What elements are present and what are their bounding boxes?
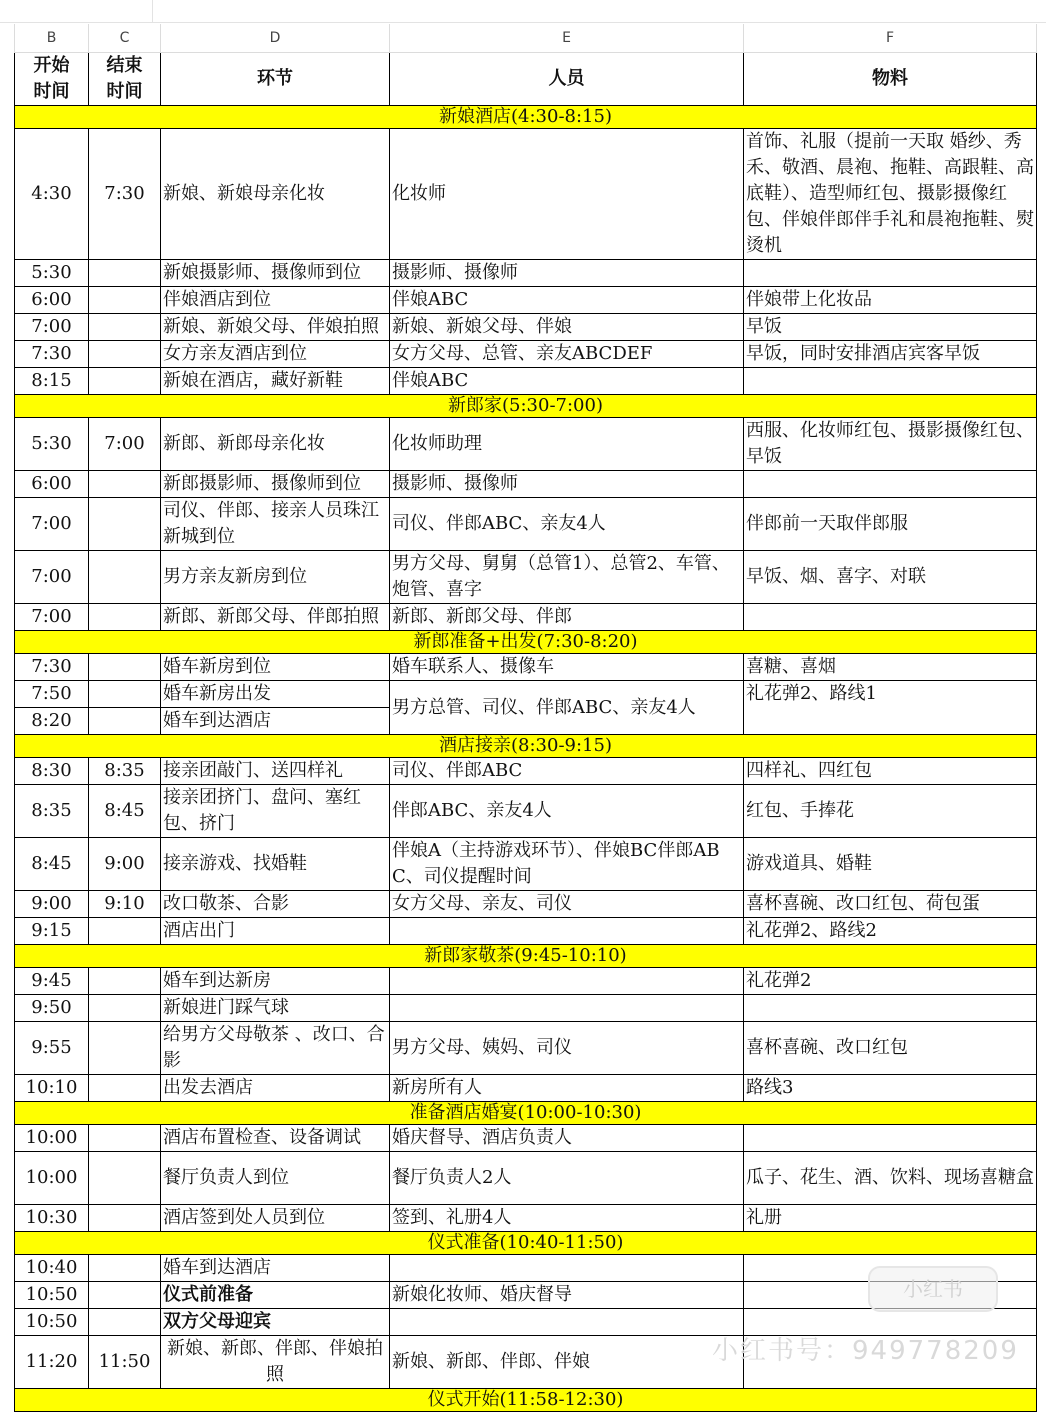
- step-cell[interactable]: 新娘、新郎、伴郎、伴娘拍照: [161, 1336, 390, 1389]
- end-cell[interactable]: [89, 1152, 161, 1205]
- end-cell[interactable]: [89, 1309, 161, 1336]
- end-cell[interactable]: [89, 341, 161, 368]
- table-row: [15, 1205, 1037, 1232]
- section-row: [15, 1389, 1037, 1412]
- end-cell[interactable]: [89, 681, 161, 708]
- section-title[interactable]: 新郎准备+出发(7:30-8:20): [15, 631, 1037, 654]
- section-row: [15, 1232, 1037, 1255]
- step-cell[interactable]: 司仪、伴郎、接亲人员珠江新城到位: [161, 498, 390, 551]
- start-cell[interactable]: 10:40: [15, 1255, 89, 1282]
- table-row: [15, 968, 1037, 995]
- section-row: [15, 631, 1037, 654]
- end-cell[interactable]: 8:45: [89, 785, 161, 838]
- start-cell[interactable]: 10:00: [15, 1125, 89, 1152]
- table-row: [15, 1152, 1037, 1205]
- step-cell[interactable]: 婚车到达酒店: [161, 708, 390, 735]
- section-title[interactable]: 新郎家敬茶(9:45-10:10): [15, 945, 1037, 968]
- end-cell[interactable]: [89, 918, 161, 945]
- table-row: [15, 498, 1037, 551]
- people-cell[interactable]: 新娘、新娘父母、伴娘: [390, 314, 744, 341]
- header-start-time[interactable]: 开始 时间: [15, 53, 89, 106]
- step-cell[interactable]: 接亲团挤门、盘问、塞红包、挤门: [161, 785, 390, 838]
- start-cell[interactable]: 9:50: [15, 995, 89, 1022]
- start-cell[interactable]: 10:50: [15, 1309, 89, 1336]
- step-cell[interactable]: 新娘摄影师、摄像师到位: [161, 260, 390, 287]
- end-cell[interactable]: [89, 1075, 161, 1102]
- start-cell[interactable]: 7:00: [15, 498, 89, 551]
- toolbar-divider: [152, 0, 153, 22]
- materials-cell[interactable]: 首饰、礼服（提前一天取 婚纱、秀禾、敬酒、晨袍、拖鞋、高跟鞋、高底鞋）、造型师红包、摄影摄像红包、伴娘伴郎伴手礼和晨袍拖鞋、熨烫机: [744, 129, 1037, 260]
- people-cell[interactable]: 签到、礼册4人: [390, 1205, 744, 1232]
- step-cell[interactable]: 改口敬茶、合影: [161, 891, 390, 918]
- people-cell[interactable]: 化妆师助理: [390, 418, 744, 471]
- table-row: [15, 654, 1037, 681]
- end-cell[interactable]: [89, 498, 161, 551]
- table-row: [15, 604, 1037, 631]
- step-cell[interactable]: 餐厅负责人到位: [161, 1152, 390, 1205]
- start-cell[interactable]: 6:00: [15, 471, 89, 498]
- watermark-logo: 小红书: [868, 1266, 998, 1312]
- table-row: [15, 1125, 1037, 1152]
- step-cell[interactable]: 新郎、新郎父母、伴郎拍照: [161, 604, 390, 631]
- people-cell-merged[interactable]: 男方总管、司仪、伴郎ABC、亲友4人: [390, 681, 744, 735]
- end-cell[interactable]: [89, 287, 161, 314]
- materials-cell[interactable]: 早饭，同时安排酒店宾客早饭: [744, 341, 1037, 368]
- step-cell[interactable]: 婚车新房到位: [161, 654, 390, 681]
- materials-cell[interactable]: 早饭: [744, 314, 1037, 341]
- end-cell[interactable]: [89, 260, 161, 287]
- end-cell[interactable]: [89, 368, 161, 395]
- table-row: [15, 838, 1037, 891]
- people-cell[interactable]: 司仪、伴郎ABC、亲友4人: [390, 498, 744, 551]
- people-cell[interactable]: 婚车联系人、摄像车: [390, 654, 744, 681]
- start-cell[interactable]: 7:00: [15, 551, 89, 604]
- materials-cell[interactable]: 喜杯喜碗、改口红包、荷包蛋: [744, 891, 1037, 918]
- start-cell[interactable]: 10:50: [15, 1282, 89, 1309]
- table-row: [15, 368, 1037, 395]
- people-cell[interactable]: 新房所有人: [390, 1075, 744, 1102]
- table-row: [15, 891, 1037, 918]
- materials-cell[interactable]: [744, 368, 1037, 395]
- table-row: [15, 1022, 1037, 1075]
- step-cell[interactable]: 新娘、新娘父母、伴娘拍照: [161, 314, 390, 341]
- start-cell[interactable]: 10:30: [15, 1205, 89, 1232]
- people-cell[interactable]: 女方父母、亲友、司仪: [390, 891, 744, 918]
- table-row: [15, 471, 1037, 498]
- table-row: [15, 260, 1037, 287]
- end-cell[interactable]: 8:35: [89, 758, 161, 785]
- section-title[interactable]: 仪式开始(11:58-12:30): [15, 1389, 1037, 1412]
- step-cell[interactable]: 酒店出门: [161, 918, 390, 945]
- section-title[interactable]: 准备酒店婚宴(10:00-10:30): [15, 1102, 1037, 1125]
- step-cell[interactable]: 接亲团敲门、送四样礼: [161, 758, 390, 785]
- people-cell[interactable]: 新郎、新郎父母、伴郎: [390, 604, 744, 631]
- people-cell[interactable]: 化妆师: [390, 129, 744, 260]
- end-cell[interactable]: [89, 1125, 161, 1152]
- table-row: [15, 129, 1037, 260]
- materials-cell[interactable]: [744, 995, 1037, 1022]
- section-row: [15, 106, 1037, 129]
- materials-cell[interactable]: 礼花弹2、路线2: [744, 918, 1037, 945]
- column-header-b[interactable]: B: [15, 24, 89, 53]
- end-cell[interactable]: [89, 968, 161, 995]
- step-cell[interactable]: 出发去酒店: [161, 1075, 390, 1102]
- section-title[interactable]: 新郎家(5:30-7:00): [15, 395, 1037, 418]
- materials-cell[interactable]: [744, 471, 1037, 498]
- spreadsheet-table: [14, 24, 1037, 1412]
- table-row: [15, 758, 1037, 785]
- table-row: [15, 785, 1037, 838]
- watermark-account: 小红书号：949778209: [712, 1336, 1019, 1366]
- materials-cell[interactable]: 礼花弹2: [744, 968, 1037, 995]
- end-cell[interactable]: 11:50: [89, 1336, 161, 1389]
- materials-cell[interactable]: 喜杯喜碗、改口红包: [744, 1022, 1037, 1075]
- step-cell[interactable]: 新娘进门踩气球: [161, 995, 390, 1022]
- start-cell[interactable]: 11:20: [15, 1336, 89, 1389]
- table-row: [15, 341, 1037, 368]
- start-cell[interactable]: 4:30: [15, 129, 89, 260]
- end-cell[interactable]: [89, 654, 161, 681]
- start-cell[interactable]: 9:45: [15, 968, 89, 995]
- materials-cell[interactable]: [744, 1125, 1037, 1152]
- end-cell[interactable]: [89, 551, 161, 604]
- materials-cell[interactable]: [744, 260, 1037, 287]
- step-cell[interactable]: 接亲游戏、找婚鞋: [161, 838, 390, 891]
- people-cell[interactable]: 男方父母、姨妈、司仪: [390, 1022, 744, 1075]
- start-cell[interactable]: 8:15: [15, 368, 89, 395]
- table-row: [15, 551, 1037, 604]
- start-cell[interactable]: 9:00: [15, 891, 89, 918]
- people-cell[interactable]: 餐厅负责人2人: [390, 1152, 744, 1205]
- step-cell[interactable]: 酒店签到处人员到位: [161, 1205, 390, 1232]
- start-cell[interactable]: 10:10: [15, 1075, 89, 1102]
- step-cell[interactable]: 仪式前准备: [161, 1282, 390, 1309]
- end-cell[interactable]: [89, 1022, 161, 1075]
- start-cell[interactable]: 8:35: [15, 785, 89, 838]
- materials-cell-merged[interactable]: 礼花弹2、路线1: [744, 681, 1037, 735]
- materials-cell[interactable]: 伴娘带上化妆品: [744, 287, 1037, 314]
- table-row: [15, 314, 1037, 341]
- table-row: [15, 681, 1037, 708]
- materials-cell[interactable]: 伴郎前一天取伴郎服: [744, 498, 1037, 551]
- people-cell[interactable]: 伴娘ABC: [390, 287, 744, 314]
- people-cell[interactable]: 摄影师、摄像师: [390, 260, 744, 287]
- end-cell[interactable]: [89, 1205, 161, 1232]
- end-cell[interactable]: 9:10: [89, 891, 161, 918]
- end-cell[interactable]: [89, 995, 161, 1022]
- step-cell[interactable]: 新郎摄影师、摄像师到位: [161, 471, 390, 498]
- section-title[interactable]: 酒店接亲(8:30-9:15): [15, 735, 1037, 758]
- header-materials[interactable]: 物料: [744, 53, 1037, 106]
- column-header-f[interactable]: F: [744, 24, 1037, 53]
- materials-cell[interactable]: 游戏道具、婚鞋: [744, 838, 1037, 891]
- section-title[interactable]: 仪式准备(10:40-11:50): [15, 1232, 1037, 1255]
- step-cell[interactable]: 婚车新房出发: [161, 681, 390, 708]
- materials-cell[interactable]: 红包、手捧花: [744, 785, 1037, 838]
- start-cell[interactable]: 8:45: [15, 838, 89, 891]
- materials-cell[interactable]: 礼册: [744, 1205, 1037, 1232]
- step-cell[interactable]: 给男方父母敬茶 、改口、合影: [161, 1022, 390, 1075]
- start-cell[interactable]: 8:20: [15, 708, 89, 735]
- end-cell[interactable]: [89, 1282, 161, 1309]
- people-cell[interactable]: 女方父母、总管、亲友ABCDEF: [390, 341, 744, 368]
- materials-cell[interactable]: [744, 604, 1037, 631]
- start-cell[interactable]: 7:30: [15, 341, 89, 368]
- people-cell[interactable]: [390, 968, 744, 995]
- header-people[interactable]: 人员: [390, 53, 744, 106]
- people-cell[interactable]: 新娘、新郎、伴郎、伴娘: [390, 1336, 744, 1389]
- section-row: [15, 395, 1037, 418]
- step-cell[interactable]: 男方亲友新房到位: [161, 551, 390, 604]
- materials-cell[interactable]: 早饭、烟、喜字、对联: [744, 551, 1037, 604]
- materials-cell[interactable]: 瓜子、花生、酒、饮料、现场喜糖盒: [744, 1152, 1037, 1205]
- materials-cell[interactable]: 西服、化妆师红包、摄影摄像红包、早饭: [744, 418, 1037, 471]
- table-row: [15, 918, 1037, 945]
- table-row: [15, 418, 1037, 471]
- section-title[interactable]: 新娘酒店(4:30-8:15): [15, 106, 1037, 129]
- materials-cell[interactable]: 路线3: [744, 1075, 1037, 1102]
- start-cell[interactable]: 9:15: [15, 918, 89, 945]
- start-cell[interactable]: 7:30: [15, 654, 89, 681]
- end-cell[interactable]: [89, 1255, 161, 1282]
- column-header-e[interactable]: E: [390, 24, 744, 53]
- section-row: [15, 735, 1037, 758]
- table-header-row: [15, 53, 1037, 106]
- step-cell[interactable]: 婚车到达新房: [161, 968, 390, 995]
- end-cell[interactable]: [89, 471, 161, 498]
- start-cell[interactable]: 8:30: [15, 758, 89, 785]
- start-cell[interactable]: 7:50: [15, 681, 89, 708]
- end-cell[interactable]: 9:00: [89, 838, 161, 891]
- step-cell[interactable]: 新郎、新郎母亲化妆: [161, 418, 390, 471]
- people-cell[interactable]: 新娘化妆师、婚庆督导: [390, 1282, 744, 1309]
- step-cell[interactable]: 婚车到达酒店: [161, 1255, 390, 1282]
- sheet-toolbar-strip: [0, 0, 1046, 23]
- end-cell[interactable]: 7:00: [89, 418, 161, 471]
- header-end-time[interactable]: 结束 时间: [89, 53, 161, 106]
- start-cell[interactable]: 9:55: [15, 1022, 89, 1075]
- people-cell[interactable]: 司仪、伴郎ABC: [390, 758, 744, 785]
- step-cell[interactable]: 女方亲友酒店到位: [161, 341, 390, 368]
- people-cell[interactable]: [390, 1255, 744, 1282]
- table-row: [15, 287, 1037, 314]
- start-cell[interactable]: 7:00: [15, 604, 89, 631]
- people-cell[interactable]: 伴郎ABC、亲友4人: [390, 785, 744, 838]
- end-cell[interactable]: [89, 604, 161, 631]
- people-cell[interactable]: [390, 1309, 744, 1336]
- column-letter-row: [15, 24, 1037, 53]
- start-cell[interactable]: 7:00: [15, 314, 89, 341]
- column-header-d[interactable]: D: [161, 24, 390, 53]
- end-cell[interactable]: 7:30: [89, 129, 161, 260]
- table-row: [15, 1075, 1037, 1102]
- step-cell[interactable]: 酒店布置检查、设备调试: [161, 1125, 390, 1152]
- start-cell[interactable]: 5:30: [15, 260, 89, 287]
- section-row: [15, 945, 1037, 968]
- materials-cell[interactable]: 四样礼、四红包: [744, 758, 1037, 785]
- people-cell[interactable]: 伴娘ABC: [390, 368, 744, 395]
- step-cell[interactable]: 双方父母迎宾: [161, 1309, 390, 1336]
- start-cell[interactable]: 5:30: [15, 418, 89, 471]
- step-cell[interactable]: 新娘在酒店，藏好新鞋: [161, 368, 390, 395]
- people-cell[interactable]: 婚庆督导、酒店负责人: [390, 1125, 744, 1152]
- materials-cell[interactable]: 喜糖、喜烟: [744, 654, 1037, 681]
- header-step[interactable]: 环节: [161, 53, 390, 106]
- table-row: [15, 995, 1037, 1022]
- step-cell[interactable]: 新娘、新娘母亲化妆: [161, 129, 390, 260]
- people-cell[interactable]: 摄影师、摄像师: [390, 471, 744, 498]
- start-cell[interactable]: 6:00: [15, 287, 89, 314]
- people-cell[interactable]: [390, 995, 744, 1022]
- end-cell[interactable]: [89, 708, 161, 735]
- section-row: [15, 1102, 1037, 1125]
- end-cell[interactable]: [89, 314, 161, 341]
- start-cell[interactable]: 10:00: [15, 1152, 89, 1205]
- people-cell[interactable]: [390, 918, 744, 945]
- people-cell[interactable]: 男方父母、舅舅（总管1）、总管2、车管、炮管、喜字: [390, 551, 744, 604]
- step-cell[interactable]: 伴娘酒店到位: [161, 287, 390, 314]
- column-header-c[interactable]: C: [89, 24, 161, 53]
- people-cell[interactable]: 伴娘A（主持游戏环节）、伴娘BC伴郎ABC、司仪提醒时间: [390, 838, 744, 891]
